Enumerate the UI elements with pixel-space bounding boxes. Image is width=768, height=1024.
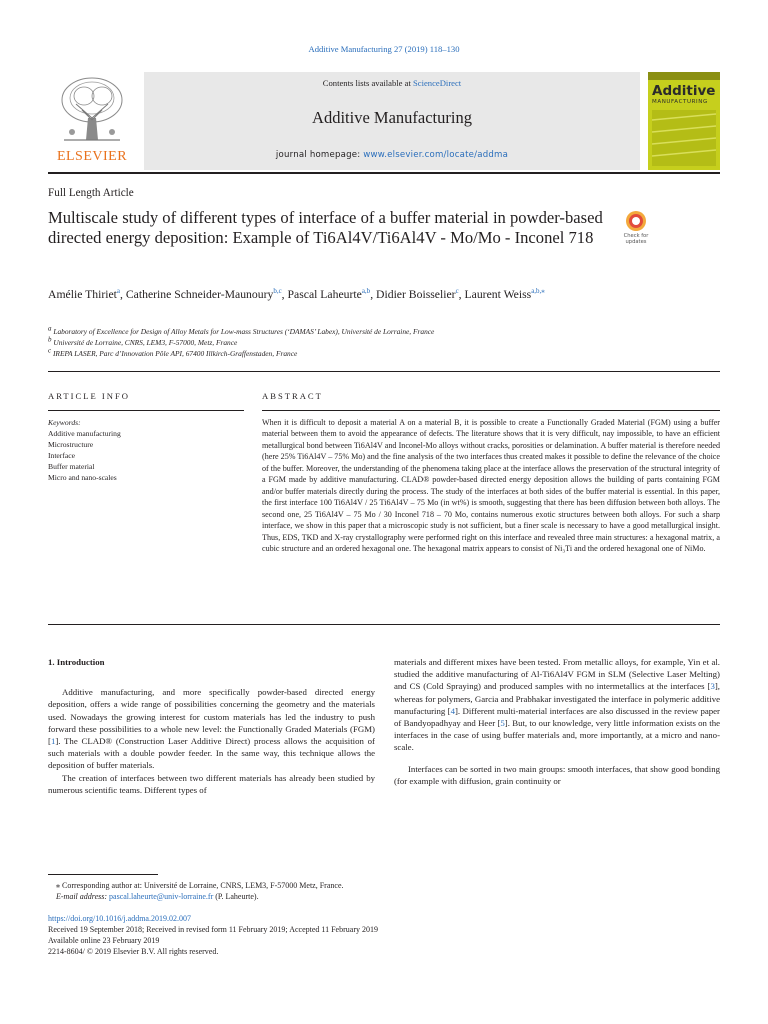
paragraph	[48, 686, 375, 771]
affiliation-text: IREPA LASER, Parc d’Innovation Pôle API, 67400 Illkirch-Graffenstaden, France	[52, 349, 298, 358]
email-suffix: (P. Laheurte).	[213, 892, 259, 902]
author-separator: ,	[370, 288, 377, 301]
crossmark-label	[618, 233, 654, 245]
citation-link[interactable]: 1	[50, 736, 56, 747]
section-heading-introduction: 1. Introduction	[48, 657, 105, 667]
email-label: E-mail address:	[56, 892, 110, 902]
affiliation-text: Université de Lorraine, CNRS, LEM3, F-57000, Metz, France	[53, 338, 238, 347]
paragraph-text: ], whereas for polymers, Garcia and Prabhakar investigated the interface in polymeric additive manufacturing [	[394, 681, 720, 716]
cover-pattern-icon	[652, 110, 716, 166]
masthead-rule	[48, 172, 720, 174]
abstract-text: When it is difficult to deposit a material A on a material B, it is possible to create a Functionally Graded Material (FGM) using a buffer material between them to avoid the appearance of defects. The literature shows that it is very difficult, nay impossible, to have an efficient metallurgical bond between Ti6Al4V and Inconel-Mo alloys without cracks, porosities or delamination. A buffer material is therefore needed (here 25% Ti6Al4V – 75% Mo) and the fine analysis of the two interfaces thus created makes it possible to define the relevance of the choice of the buffer. Moreover, the understanding of the phenomena taking place at the interface allows the preservation of the structural integrity of a FGM made by additive manufacturing. CLAD® powder-based directed energy deposition allows the building of parts containing FGM and/or buffer materials directly during the process. The study of the interfaces at both sides of the buffer material is essential. In this paper, the first interface 100 Ti6Al4V / 25 Ti6Al4V – 75 Mo (in wt%) is smooth, suggesting that there has been diffusion between both alloys. The second one, 25 Ti6Al4V – 75 Mo / 30 Inconel 718 – 70 Mo, contains numerous exotic structures between both alloys. For such a sharp interface, we show in this paper that a microscopic study is not sufficient, but a finer scale is necessary to have a good metallurgical insight. Thus, EDS, TKD and X-ray crystallography were performed right on this interface and revealed three main structures: a hexagonal matrix, a cubic structure and an ordered hexagonal one. The hexagonal matrix appears to consist of Ni₃Ti and the ordered hexagonal one of NiMo.	[262, 418, 720, 553]
email-note	[48, 891, 720, 902]
author-name[interactable]: Catherine Schneider-Maunoury	[125, 288, 274, 301]
footnotes	[48, 880, 720, 902]
affiliation-list	[48, 326, 720, 359]
section-divider	[48, 371, 720, 372]
affiliation-text: Laboratory of Excellence for Design of Alloy Metals for Low-mass Structures (‘DAMAS’ Labex), Université de Lorraine, France	[53, 327, 435, 336]
available-online-date: Available online 23 February 2019	[48, 936, 160, 945]
crossmark-text-1: Check for	[623, 233, 649, 239]
abstract-heading: ABSTRACT	[262, 391, 323, 401]
homepage-link[interactable]: www.elsevier.com/locate/addma	[363, 150, 509, 160]
homepage-prefix: journal homepage:	[275, 150, 364, 160]
cover-top-bar	[648, 72, 720, 80]
journal-header-box	[144, 72, 640, 170]
affiliation-key: c	[48, 346, 52, 355]
contents-prefix: Contents lists available at	[322, 78, 413, 88]
citation-link[interactable]: 3	[710, 681, 715, 692]
abstract-bottom-rule	[48, 624, 720, 625]
keyword-item: Additive manufacturing	[48, 429, 121, 439]
paragraph: Interfaces can be sorted in two main groups: smooth interfaces, that show good bonding (for example with diffusion, grain continuity or	[394, 763, 720, 786]
article-info-rule	[48, 410, 244, 411]
crossmark-icon	[626, 211, 646, 231]
journal-reference[interactable]: Additive Manufacturing 27 (2019) 118–130	[308, 44, 460, 54]
affiliation-key: b	[48, 335, 52, 344]
bibliographic-info	[48, 913, 720, 957]
author-affiliation-sup[interactable]: b,c	[273, 287, 282, 296]
paragraph-text: ]. Different multi-material interfaces are also discussed in the review paper of Bandyopadhyay and Heer [	[394, 705, 720, 729]
paragraph	[394, 656, 720, 754]
author-name[interactable]: Amélie Thiriet	[48, 288, 117, 301]
elsevier-logo[interactable]	[48, 74, 136, 166]
journal-title: Additive Manufacturing	[312, 108, 472, 127]
author-name[interactable]: Laurent Weiss	[464, 288, 532, 301]
corresponding-author-note: ⁎ Corresponding author at: Université de Lorraine, CNRS, LEM3, F-57000 Metz, France.	[56, 881, 344, 890]
journal-cover-image[interactable]	[648, 72, 720, 170]
keywords-block	[48, 417, 244, 484]
author-name[interactable]: Didier Boisselier	[376, 288, 456, 301]
affiliation-item	[48, 348, 720, 359]
author-affiliation-sup[interactable]: a	[116, 287, 121, 296]
paragraph-text: ]. The CLAD® (Construction Laser Additive Direct) process allows the acquisition of such materials with a double powder feeder. In the same way, this technique allows the deposition of buffer materials.	[48, 736, 375, 771]
body-column-right	[394, 656, 720, 787]
citation-link[interactable]: 4	[450, 705, 455, 716]
author-list	[48, 286, 720, 303]
author-name[interactable]: Pascal Laheurte	[287, 288, 362, 301]
abstract-rule	[262, 410, 720, 411]
heading-gap	[48, 677, 375, 686]
keyword-item: Micro and nano-scales	[48, 473, 117, 483]
contents-line	[144, 78, 640, 88]
affiliation-key: a	[48, 324, 52, 333]
sciencedirect-link[interactable]: ScienceDirect	[413, 78, 462, 88]
paragraph: The creation of interfaces between two different materials has already been studied by numerous scientific teams. Different types of	[48, 772, 375, 795]
email-link[interactable]: pascal.laheurte@univ-lorraine.fr	[109, 892, 214, 902]
received-dates: Received 19 September 2018; Received in revised form 11 February 2019; Accepted 11 February 2019	[48, 925, 378, 934]
body-column-left	[48, 656, 375, 796]
keywords-label: Keywords:	[48, 418, 81, 427]
author-affiliation-sup[interactable]: a,b,⁎	[531, 287, 545, 296]
footnote-rule	[48, 874, 158, 875]
author-affiliation-sup[interactable]: c	[455, 287, 459, 296]
article-title: Multiscale study of different types of interface of a buffer material in powder-based directed energy deposition: Example of Ti6Al4V/Ti6Al4V - Mo/Mo - Inconel 718	[48, 208, 603, 247]
author-separator: ,	[281, 288, 288, 301]
author-separator: ,	[458, 288, 465, 301]
citation-link[interactable]: 5	[500, 718, 505, 729]
paragraph-text: Additive manufacturing, and more specifically powder-based directed energy deposition, offers a wide range of possibilities concerning the geometry and the materials used. Nowadays the growing interest for custom materials has led the industry to push forward these possibilities to a whole new level: the Functionally Graded Materials (FGM) [	[48, 687, 375, 747]
affiliation-item	[48, 337, 720, 348]
keyword-item: Interface	[48, 451, 75, 461]
check-for-updates-button[interactable]	[618, 211, 654, 251]
crossmark-text-2: updates	[625, 239, 647, 245]
elsevier-tree-icon	[58, 74, 126, 146]
article-info-heading: ARTICLE INFO	[48, 391, 130, 401]
author-separator: ,	[120, 288, 126, 301]
cover-subtitle: MANUFACTURING	[652, 99, 708, 105]
paragraph-text: ]. But, to our knowledge, very little information exists on the interfaces in the case of using buffer materials and, more importantly, at a micro and nano-scale.	[394, 718, 720, 753]
keyword-item: Buffer material	[48, 462, 95, 472]
copyright-line: 2214-8604/ © 2019 Elsevier B.V. All rights reserved.	[48, 947, 219, 956]
article-type: Full Length Article	[48, 187, 134, 199]
author-affiliation-sup[interactable]: a,b	[361, 287, 371, 296]
paragraph-gap	[394, 754, 720, 763]
homepage-line	[144, 150, 640, 160]
affiliation-item	[48, 326, 720, 337]
keyword-item: Microstructure	[48, 440, 94, 450]
paragraph-text: materials and different mixes have been tested. From metallic alloys, for example, Yin et al. studied the additive manufacturing of Al-Ti6Al4V FGM in SLM (Selective Laser Melting) and CS (Cold Spraying) and produced samples with no intermetallics at the interfaces [	[394, 657, 720, 692]
doi-link[interactable]: https://doi.org/10.1016/j.addma.2019.02.007	[48, 914, 191, 923]
journal-masthead	[48, 72, 720, 170]
cover-title: Additive	[652, 83, 716, 99]
elsevier-wordmark: ELSEVIER	[56, 149, 128, 164]
